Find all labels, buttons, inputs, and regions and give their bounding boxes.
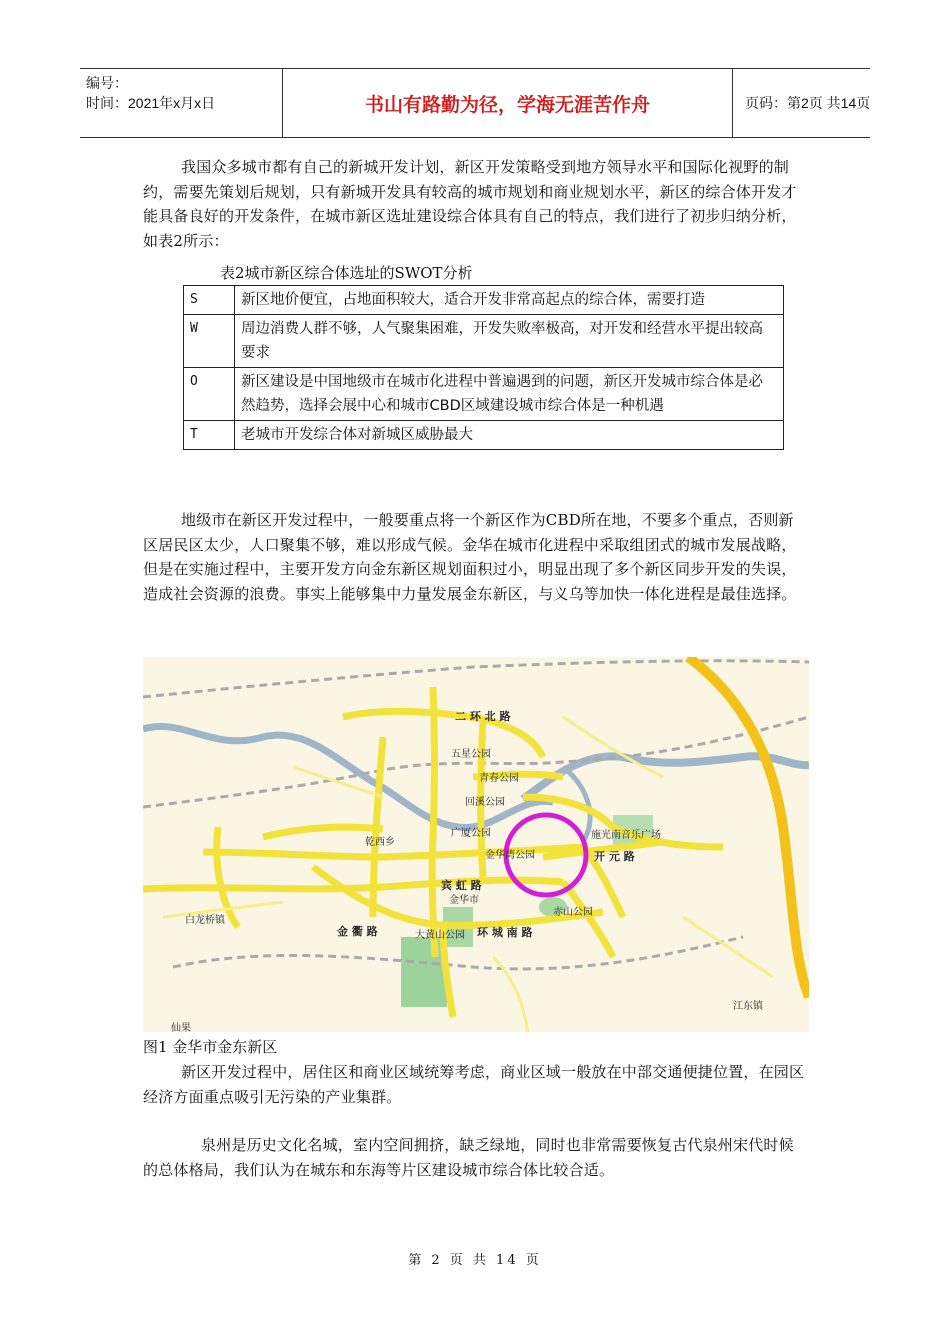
map-label: 施光南音乐广场 <box>591 830 661 841</box>
paragraph-3 <box>143 1060 808 1109</box>
map-label: 仙果 <box>171 1023 191 1032</box>
swot-table <box>183 285 784 450</box>
swot-text: 新区地价便宜，占地面积较大，适合开发非常高起点的综合体，需要打造 <box>235 286 784 315</box>
swot-text: 老城市开发综合体对新城区威胁最大 <box>235 421 784 450</box>
page-footer: 第 2 页 共 14 页 <box>408 1253 542 1268</box>
paragraph-4 <box>143 1133 808 1182</box>
city-map <box>143 657 809 1032</box>
table-caption: 表2城市新区综合体选址的SWOT分析 <box>220 264 473 282</box>
swot-text: 新区建设是中国地级市在城市化进程中普遍遇到的问题，新区开发城市综合体是必然趋势，选择会展中心和城市CBD区域建设城市综合体是一种机遇 <box>235 368 784 421</box>
table-row <box>184 286 784 315</box>
park-area <box>401 937 447 1007</box>
map-label: 二 环 北 路 <box>455 710 511 723</box>
paragraph-1-text: 我国众多城市都有自己的新城开发计划，新区开发策略受到地方领导水平和国际化视野的制约，需要先策划后规划，只有新城开发具有较高的城市规划和商业规划水平，新区的综合体开发才能具备良好的开发条件，在城市新区选址建设综合体具有自己的特点，我们进行了初步归纳分析，如表2所示： <box>143 158 797 250</box>
map-label: 金华市 <box>449 895 479 906</box>
swot-text: 周边消费人群不够，人气聚集困难，开发失败率极高，对开发和经营水平提出较高要求 <box>235 315 784 368</box>
paragraph-2-text: 地级市在新区开发过程中，一般要重点将一个新区作为CBD所在地，不要多个重点，否则新区居民区太少，人口聚集不够，难以形成气候。金华在城市化进程中采取组团式的城市发展战略，但是在实施过程中，主要开发方向金东新区规划面积过小，明显出现了多个新区同步开发的失误，造成社会资源的浪费。事实上能够集中力量发展金东新区，与义乌等加快一体化进程是最佳选择。 <box>143 511 797 603</box>
map-label: 大黄山公园 <box>415 930 465 941</box>
map-label: 金 衢 路 <box>337 925 378 938</box>
paragraph-1 <box>143 155 808 253</box>
figure-caption: 图1 金华市金东新区 <box>143 1038 278 1056</box>
swot-key: O <box>184 368 235 421</box>
swot-key: T <box>184 421 235 450</box>
number-label: 编号： <box>86 75 128 91</box>
swot-key: S <box>184 286 235 315</box>
table-row <box>184 368 784 421</box>
map-label: 开 元 路 <box>594 850 635 863</box>
map-label: 江东镇 <box>733 1001 763 1012</box>
map-label: 赤山公园 <box>553 907 593 918</box>
time-label: 时间：2021年x月x日 <box>86 95 216 111</box>
page-header <box>80 68 870 138</box>
map-label: 回溪公园 <box>465 797 505 808</box>
swot-key: W <box>184 315 235 368</box>
header-page-info: 页码：第2页 共14页 <box>745 95 871 111</box>
paragraph-3-text: 新区开发过程中，居住区和商业区域统筹考虑，商业区域一般放在中部交通便捷位置，在园区经济方面重点吸引无污染的产业集群。 <box>143 1063 805 1106</box>
map-label: 金华湾公园 <box>485 850 535 861</box>
map-label: 环 城 南 路 <box>477 926 533 939</box>
map-label: 五星公园 <box>451 749 491 760</box>
map-label: 广厦公园 <box>451 828 491 839</box>
table-row <box>184 421 784 450</box>
paragraph-2 <box>143 508 808 606</box>
map-label: 宾 虹 路 <box>441 879 482 892</box>
header-meta <box>80 69 282 137</box>
header-motto: 书山有路勤为径，学海无涯苦作舟 <box>282 69 733 137</box>
map-label: 乾西乡 <box>365 837 395 848</box>
map-label: 白龙桥镇 <box>185 915 225 926</box>
table-row <box>184 315 784 368</box>
map-svg <box>143 657 809 1032</box>
map-label: 青春公园 <box>479 773 519 784</box>
paragraph-4-text: 泉州是历史文化名城，室内空间拥挤，缺乏绿地，同时也非常需要恢复古代泉州宋代时候的总体格局，我们认为在城东和东海等片区建设城市综合体比较合适。 <box>143 1136 794 1179</box>
